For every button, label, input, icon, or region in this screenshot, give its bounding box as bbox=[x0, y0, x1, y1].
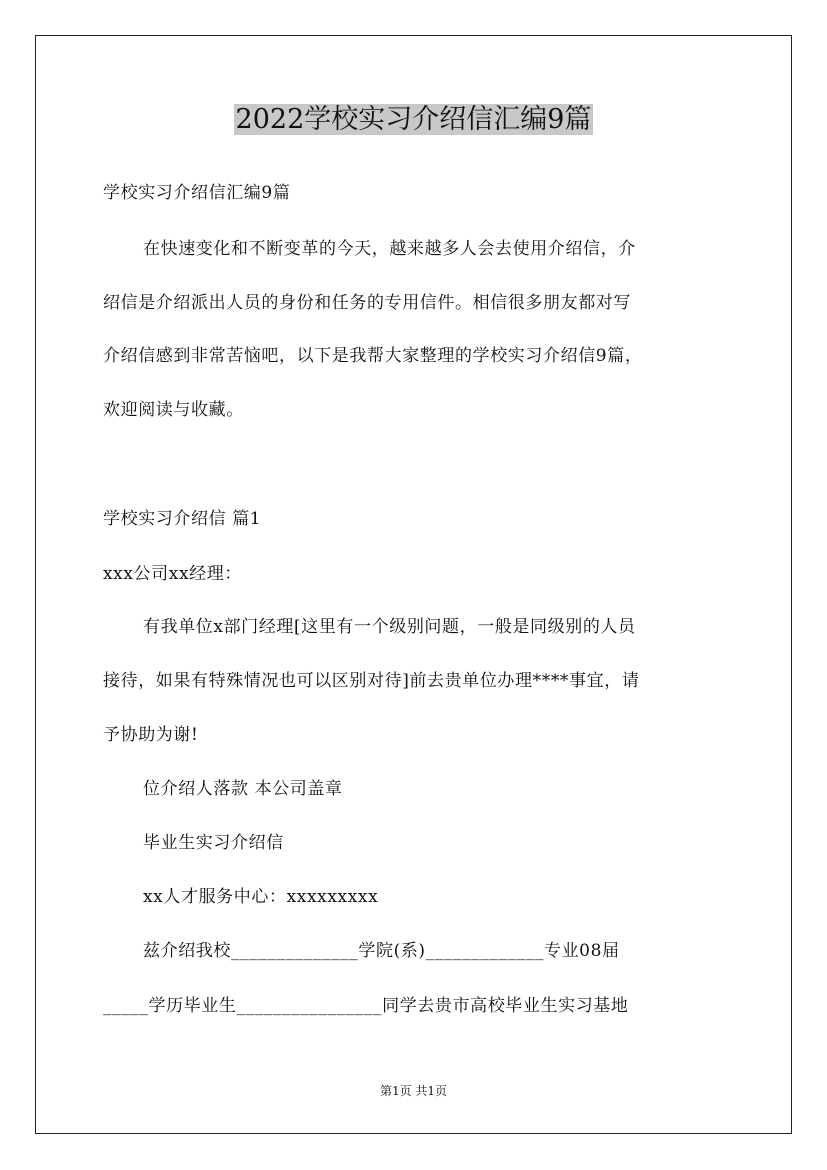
signature-line: 位介绍人落款 本公司盖章 bbox=[143, 779, 343, 799]
document-title-text: 2022学校实习介绍信汇编9篇 bbox=[235, 104, 592, 135]
document-title bbox=[0, 98, 827, 142]
intro-subtitle: 学校实习介绍信汇编9篇 bbox=[103, 183, 291, 203]
section-heading: 学校实习介绍信 篇1 bbox=[103, 509, 262, 529]
paragraph-line: _____学历毕业生________________同学去贵市高校毕业生实习基地 bbox=[103, 996, 629, 1016]
paragraph-line: 兹介绍我校______________学院(系)_____________专业08届 bbox=[143, 941, 620, 961]
paragraph-line: 在快速变化和不断变革的今天，越来越多人会去使用介绍信，介 bbox=[143, 239, 636, 259]
paragraph-line: 介绍信感到非常苦恼吧，以下是我帮大家整理的学校实习介绍信9篇， bbox=[103, 346, 643, 366]
letter-title: 毕业生实习介绍信 bbox=[143, 833, 284, 853]
paragraph-line: 有我单位x部门经理[这里有一个级别问题，一般是同级别的人员 bbox=[143, 617, 636, 637]
paragraph-line: 予协助为谢! bbox=[103, 725, 199, 745]
page-footer: 第1页 共1页 bbox=[379, 1084, 448, 1098]
paragraph-line: 绍信是介绍派出人员的身份和任务的专用信件。相信很多朋友都对写 bbox=[103, 293, 631, 313]
recipient-line: xx人才服务中心：xxxxxxxxx bbox=[143, 887, 379, 907]
salutation: xxx公司xx经理： bbox=[103, 564, 242, 584]
paragraph-line: 欢迎阅读与收藏。 bbox=[103, 400, 244, 420]
paragraph-line: 接待，如果有特殊情况也可以区别对待]前去贵单位办理****事宜，请 bbox=[103, 671, 640, 691]
